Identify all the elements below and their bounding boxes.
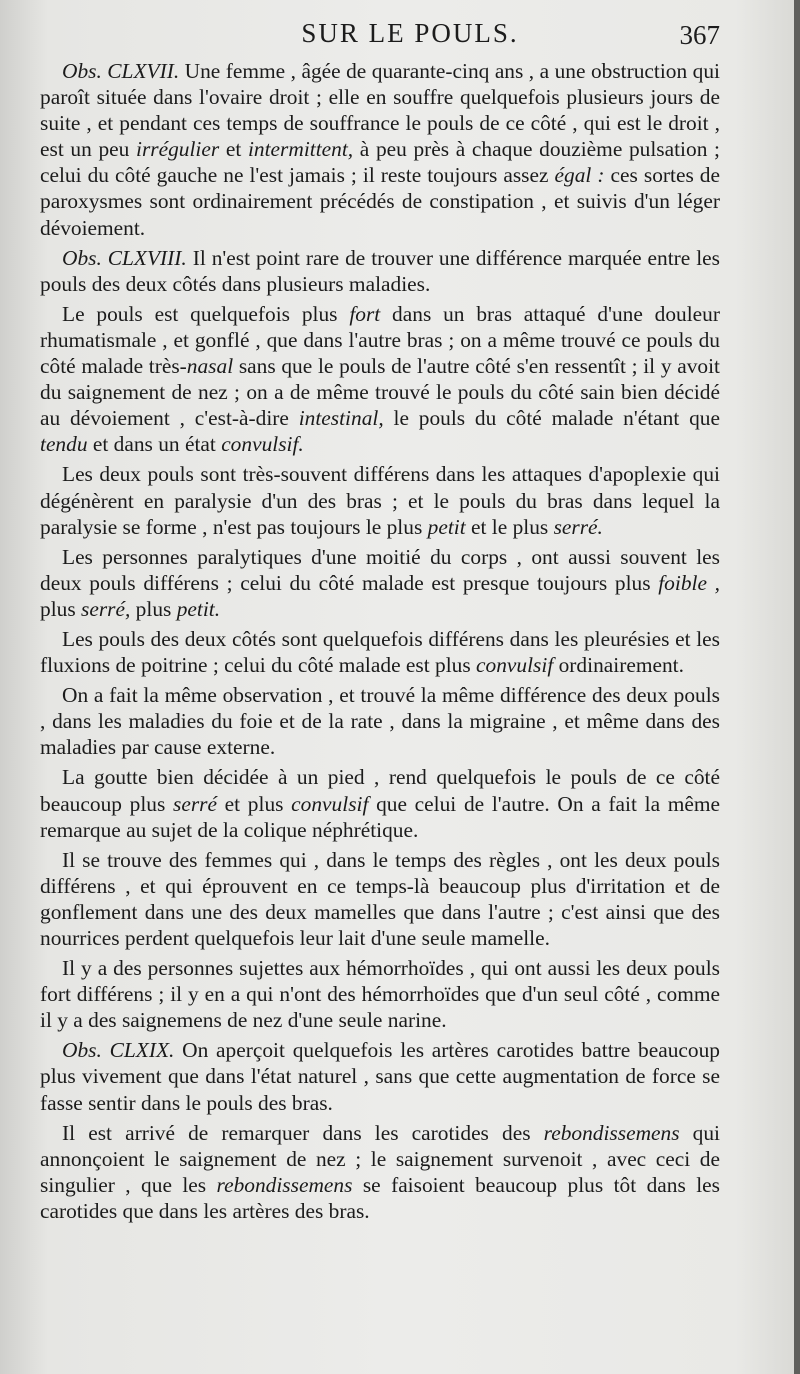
text-run: Il y a des personnes sujettes aux hémorrhoïdes , qui ont aussi les deux pouls fort différens ; il y en a qui n'ont des hémorrhoïdes que d'un seul côté , comme il y a des saignemens de nez d'une seule narine. [40,956,720,1033]
italic-term: petit. [176,596,221,621]
observation-label: Obs. CLXVII. [62,59,180,83]
paragraph [40,1120,720,1224]
italic-term: intestinal, [298,406,384,431]
text-run: Le pouls est quelquefois plus [62,301,350,326]
text-run: La goutte bien décidée à un pied , rend quelquefois le pouls de ce côté beaucoup plus [40,765,720,816]
text-run: plus [130,596,177,621]
text-run: Une femme , âgée de quarante-cinq ans , a une obstruction qui paroît située dans l'ovaire droit ; elle en souffre quelquefois plusieurs jours de suite , et pendant ces temps de souffrance le pouls de ce côté , qui est le droit , est un peu [40,59,720,162]
text-run: ces sortes de paroxysmes sont ordinairement précédés de constipation , et suivis d'un léger dévoiement. [40,163,720,240]
italic-term: foible , [658,570,720,595]
text-run: et le plus [465,514,554,539]
text-run: Les deux pouls sont très-souvent différens dans les attaques d'apoplexie qui dégénèrent en paralysie d'un des bras ; et le pouls du bras dans lequel la paralysie se forme , n'est pas toujours le plus [40,462,720,539]
text-run: qui annonçoient le saignement de nez ; le saignement survenoit , avec ceci de singulier , que les [40,1120,720,1197]
italic-term: irrégulier [136,137,220,162]
paragraph [40,461,720,539]
italic-term: égal : [554,163,605,188]
paragraph [40,955,720,1033]
italic-term: rebondissemens [216,1172,353,1197]
italic-term: convulsif [476,653,554,678]
paragraph [40,1037,720,1115]
text-run: le pouls du côté malade n'étant que [383,406,720,431]
text-run: à peu près à chaque douzième pulsation ; celui du côté gauche ne l'est jamais ; il reste toujours assez [40,137,720,188]
italic-term: convulsif. [221,432,304,457]
page-header [40,14,780,54]
text-run: que celui de l'autre. On a fait la même remarque au sujet de la colique néphrétique. [40,791,721,842]
observation-label: Obs. CLXVIII. [62,245,187,270]
text-run: On a fait la même observation , et trouvé la même différence des deux pouls , dans les maladies du foie et de la rate , dans la migraine , et même dans des maladies par cause externe. [40,683,720,760]
text-run: sans que le pouls de l'autre côté s'en ressentît ; il y avoit du saignement de nez ; on a de même trouvé le pouls du côté sain bien décidé au dévoiement , c'est-à-dire [40,354,720,431]
paragraph [40,245,720,297]
text-run: et [219,137,248,162]
paragraph [40,682,720,760]
italic-term: serré [173,791,217,816]
text-run: plus [40,596,82,621]
observation-label: Obs. CLXIX. [62,1038,175,1063]
text-run: et dans un état [87,432,222,457]
text-run: et plus [216,791,292,816]
page-number: 367 [679,20,720,50]
text-run: Il se trouve des femmes qui , dans le temps des règles , ont les deux pouls différens , et qui éprouvent en ce temps-là beaucoup plus d'irritation et de gonflement dans une des deux mamelles que dans l'autre ; c'est ainsi que des nourrices perdent quelquefois leur lait d'une seule mamelle. [40,847,720,950]
italic-term: nasal [186,354,234,379]
text-run: Les personnes paralytiques d'une moitié du corps , ont aussi souvent les deux pouls différens ; celui du côté malade est presque toujours plus [40,544,720,595]
italic-term: rebondissemens [543,1120,680,1145]
text-run: se faisoient beaucoup plus tôt dans les carotides que dans les artères des bras. [40,1172,721,1223]
ink-mark [316,1328,322,1344]
italic-term: convulsif [291,791,369,816]
italic-term: intermittent, [247,137,354,162]
italic-term: tendu [40,432,88,457]
italic-term: serré. [553,514,603,539]
text-run: Il est arrivé de remarquer dans les carotides des [62,1120,544,1145]
text-body [40,58,720,1228]
paragraph [40,764,720,842]
text-run: On aperçoit quelquefois les artères carotides battre beaucoup plus vivement que dans l'état naturel , sans que cette augmentation de force se fasse sentir dans le pouls des bras. [40,1038,720,1115]
paragraph [40,847,720,951]
italic-term: petit [427,514,466,539]
paragraph [40,58,720,241]
text-run: dans un bras attaqué d'une douleur rhumatismale , et gonflé , que dans l'autre bras ; on a même trouvé ce pouls du côté malade très- [40,301,721,379]
italic-term: serré, [81,596,131,621]
running-title: SUR LE POULS. [301,18,519,48]
italic-term: fort [349,301,381,326]
paragraph [40,626,720,678]
paragraph [40,301,720,458]
text-run: Les pouls des deux côtés sont quelquefois différens dans les pleurésies et les fluxions de poitrine ; celui du côté malade est plus [40,626,720,678]
text-run: ordinairement. [553,653,684,678]
text-run: Il n'est point rare de trouver une différence marquée entre les pouls des deux côtés dans plusieurs maladies. [40,245,720,296]
paragraph [40,544,720,622]
